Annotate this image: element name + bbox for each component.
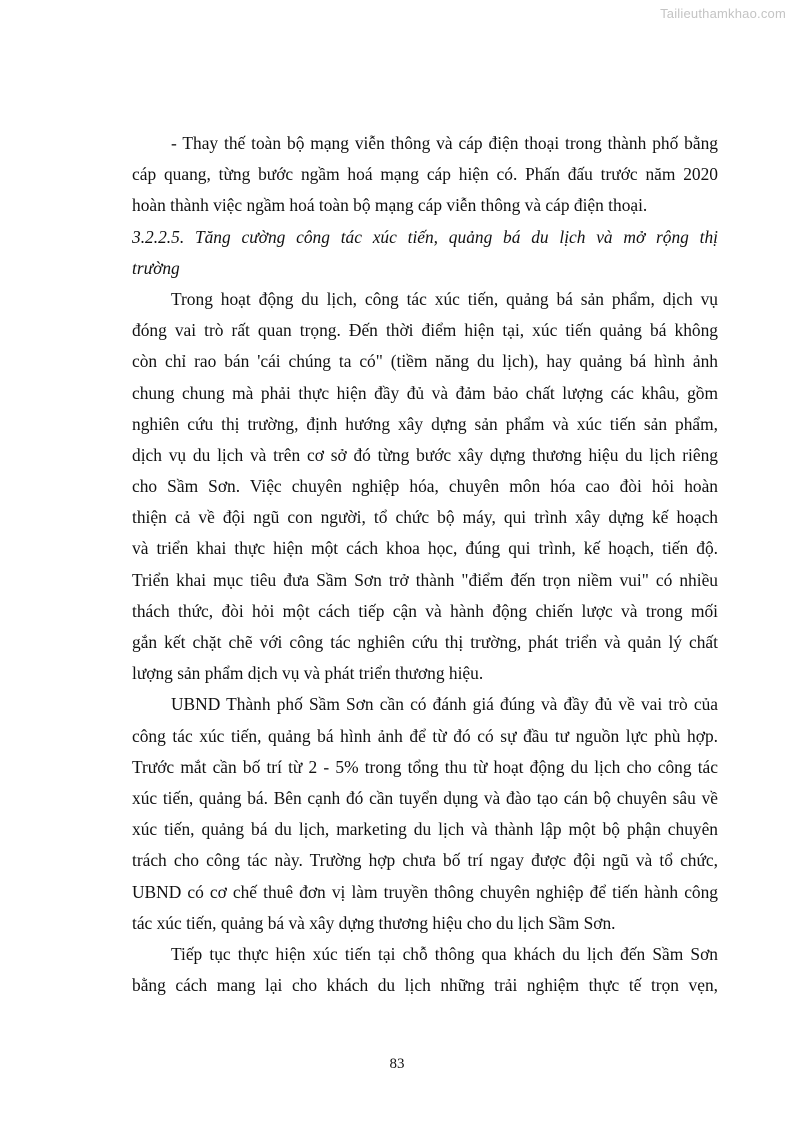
text-line: cáp quang, từng bước ngầm hoá mạng cáp hiện có. Phấn đấu trước năm 2020 (132, 164, 718, 185)
paragraph (132, 128, 718, 222)
text-line: UBND có cơ chế thuê đơn vị làm truyền thông chuyên nghiệp để tiến hành công (132, 881, 718, 902)
text-line: Trước mắt cần bố trí từ 2 - 5% trong tổng thu từ hoạt động du lịch cho công tác (132, 756, 718, 777)
paragraph (132, 939, 718, 1001)
text-line: công tác xúc tiến, quảng bá hình ảnh để từ đó có sự đầu tư nguồn lực phù hợp. (132, 725, 718, 746)
text-line: lượng sản phẩm dịch vụ và phát triển thương hiệu. (132, 663, 484, 684)
text-line: và triển khai thực hiện một cách khoa học, đúng qui trình, kế hoạch, tiến độ. (132, 538, 718, 559)
text-line: xúc tiến, quảng bá du lịch, marketing du lịch và thành lập một bộ phận chuyên (132, 819, 718, 840)
text-line: dịch vụ du lịch và trên cơ sở đó từng bước xây dựng thương hiệu du lịch riêng (132, 444, 718, 465)
text-line: gắn kết chặt chẽ với công tác nghiên cứu thị trường, phát triển và quản lý chất (132, 632, 718, 652)
paragraph (132, 689, 718, 939)
text-line: còn chỉ rao bán 'cái chúng ta có" (tiềm năng du lịch), hay quảng bá hình ảnh (132, 351, 718, 372)
watermark-text: Tailieuthamkhao.com (660, 6, 786, 21)
text-line: bằng cách mang lại cho khách du lịch những trải nghiệm thực tế trọn vẹn, (132, 975, 718, 996)
text-line: xúc tiến, quảng bá. Bên cạnh đó cần tuyển dụng và đào tạo cán bộ chuyên sâu về (132, 787, 718, 808)
text-line: hoàn thành việc ngầm hoá toàn bộ mạng cáp viễn thông và cáp điện thoại. (132, 195, 648, 216)
text-line: trách cho công tác này. Trường hợp chưa bố trí ngay được đội ngũ và tổ chức, (132, 850, 718, 871)
text-line: Triển khai mục tiêu đưa Sầm Sơn trở thành "điểm đến trọn niềm vui" có nhiều (132, 569, 718, 590)
text-line: Trong hoạt động du lịch, công tác xúc tiến, quảng bá sản phẩm, dịch vụ (171, 288, 718, 309)
text-line: cho Sầm Sơn. Việc chuyên nghiệp hóa, chuyên môn hóa cao đòi hỏi hoàn (132, 476, 718, 497)
paragraph (132, 284, 718, 689)
page-number: 83 (389, 1056, 405, 1072)
text-line: tác xúc tiến, quảng bá và xây dựng thương hiệu cho du lịch Sầm Sơn. (132, 912, 616, 933)
text-line: UBND Thành phố Sầm Sơn cần có đánh giá đúng và đầy đủ về vai trò của (171, 694, 718, 715)
heading-line: trường (132, 257, 180, 278)
text-line: Tiếp tục thực hiện xúc tiến tại chỗ thông qua khách du lịch đến Sầm Sơn (171, 943, 718, 964)
document-body (132, 128, 718, 1001)
text-line: chung chung mà phải thực hiện đầy đủ và đảm bảo chất lượng các khâu, gồm (132, 382, 718, 403)
text-line: đóng vai trò rất quan trọng. Đến thời điểm hiện tại, xúc tiến quảng bá không (132, 320, 718, 341)
text-line: - Thay thế toàn bộ mạng viễn thông và cáp điện thoại trong thành phố bằng (171, 133, 718, 153)
text-line: thách thức, đòi hỏi một cách tiếp cận và hành động chiến lược và trong mối (132, 600, 718, 621)
heading-line: 3.2.2.5. Tăng cường công tác xúc tiến, quảng bá du lịch và mở rộng thị (132, 226, 718, 247)
text-line: nghiên cứu thị trường, định hướng xây dựng sản phẩm và xúc tiến sản phẩm, (132, 413, 718, 434)
text-line: thiện cả về đội ngũ con người, tổ chức bộ máy, qui trình xây dựng kế hoạch (132, 507, 718, 528)
section-heading (132, 222, 718, 284)
